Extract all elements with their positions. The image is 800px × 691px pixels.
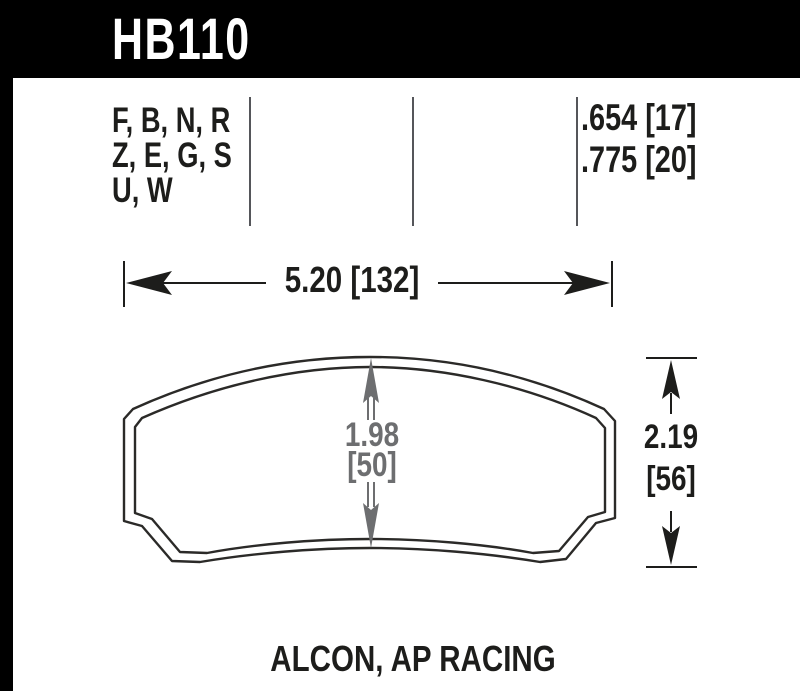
friction-height-label-inches: 1.98 [344,416,400,454]
overall-height-label-inches: 2.19 [643,418,699,456]
compound-codes-line-2: Z, E, G, S [112,136,232,175]
compound-codes-line-3: U, W [112,171,173,210]
friction-dim-arrowhead-down [363,503,379,548]
width-dimension-label: 5.20 [132] [284,259,420,300]
pad-thickness-value-1: .654 [17] [581,97,697,138]
applications-label: ALCON, AP RACING [270,638,556,679]
compound-codes-line-1: F, B, N, R [112,101,231,140]
friction-height-label-mm: [50] [347,446,397,484]
friction-dim-arrowhead-up [363,358,379,403]
pad-thickness-value-2: .775 [20] [581,139,697,180]
part-number: HB110 [112,7,251,72]
overall-height-label-mm: [56] [646,460,696,498]
